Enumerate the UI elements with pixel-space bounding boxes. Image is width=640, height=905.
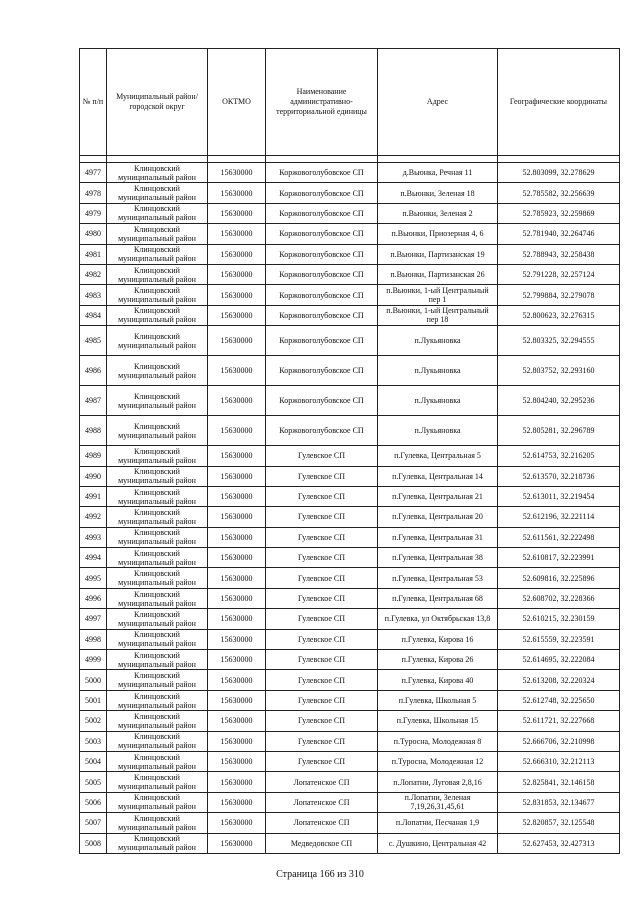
- row-coords: 52.614695, 32.222084: [498, 650, 620, 670]
- spacer-cell: [208, 156, 266, 163]
- row-district: Клинцовский муниципальный район: [107, 326, 208, 356]
- row-district: Клинцовский муниципальный район: [107, 224, 208, 244]
- row-address: п.Лопатни, Песчаная 1,9: [378, 813, 498, 833]
- row-unit: Гулевское СП: [266, 588, 378, 608]
- row-oktmo: 15630000: [208, 356, 266, 386]
- row-coords: 52.612196, 32.221114: [498, 507, 620, 527]
- row-num: 5008: [80, 833, 107, 853]
- row-unit: Лопатенское СП: [266, 772, 378, 792]
- row-address: п.Вьюнки, 1-ый Центральный пер 18: [378, 305, 498, 325]
- spacer-cell: [498, 156, 620, 163]
- row-address: п.Гулевка, Центральная 5: [378, 446, 498, 466]
- table-row: [80, 264, 620, 284]
- row-oktmo: 15630000: [208, 751, 266, 771]
- row-district: Клинцовский муниципальный район: [107, 183, 208, 203]
- row-unit: Гулевское СП: [266, 670, 378, 690]
- header-address: Адрес: [378, 49, 498, 156]
- row-unit: Медведовское СП: [266, 833, 378, 853]
- row-oktmo: 15630000: [208, 264, 266, 284]
- row-unit: Гулевское СП: [266, 629, 378, 649]
- row-unit: Коржовоголубовское СП: [266, 416, 378, 446]
- row-district: Клинцовский муниципальный район: [107, 527, 208, 547]
- row-num: 5007: [80, 813, 107, 833]
- registry-table: [79, 48, 620, 854]
- row-num: 4983: [80, 285, 107, 305]
- row-num: 5006: [80, 792, 107, 812]
- row-num: 5005: [80, 772, 107, 792]
- row-unit: Коржовоголубовское СП: [266, 356, 378, 386]
- row-num: 5004: [80, 751, 107, 771]
- row-oktmo: 15630000: [208, 650, 266, 670]
- row-num: 4996: [80, 588, 107, 608]
- table-row: [80, 792, 620, 812]
- row-district: Клинцовский муниципальный район: [107, 731, 208, 751]
- row-coords: 52.791228, 32.257124: [498, 264, 620, 284]
- row-num: 4998: [80, 629, 107, 649]
- table-row: [80, 813, 620, 833]
- row-oktmo: 15630000: [208, 326, 266, 356]
- row-oktmo: 15630000: [208, 203, 266, 223]
- row-oktmo: 15630000: [208, 731, 266, 751]
- row-unit: Гулевское СП: [266, 650, 378, 670]
- row-district: Клинцовский муниципальный район: [107, 446, 208, 466]
- row-oktmo: 15630000: [208, 792, 266, 812]
- row-coords: 52.610215, 32.230159: [498, 609, 620, 629]
- row-num: 4994: [80, 548, 107, 568]
- row-num: 4985: [80, 326, 107, 356]
- row-address: п.Туросна, Молодежная 8: [378, 731, 498, 751]
- row-oktmo: 15630000: [208, 486, 266, 506]
- row-coords: 52.803099, 32.278629: [498, 163, 620, 183]
- row-district: Клинцовский муниципальный район: [107, 833, 208, 853]
- row-address: п.Гулевка, Центральная 31: [378, 527, 498, 547]
- row-unit: Гулевское СП: [266, 711, 378, 731]
- row-address: п.Вьюнки, Зеленая 18: [378, 183, 498, 203]
- row-address: п.Вьюнки, Партизанская 19: [378, 244, 498, 264]
- row-unit: Коржовоголубовское СП: [266, 305, 378, 325]
- row-oktmo: 15630000: [208, 527, 266, 547]
- row-district: Клинцовский муниципальный район: [107, 568, 208, 588]
- row-district: Клинцовский муниципальный район: [107, 629, 208, 649]
- row-unit: Коржовоголубовское СП: [266, 203, 378, 223]
- table-row: [80, 507, 620, 527]
- row-coords: 52.627453, 32.427313: [498, 833, 620, 853]
- row-district: Клинцовский муниципальный район: [107, 609, 208, 629]
- table-row: [80, 163, 620, 183]
- row-coords: 52.611721, 32.227668: [498, 711, 620, 731]
- table-row: [80, 527, 620, 547]
- row-oktmo: 15630000: [208, 183, 266, 203]
- row-district: Клинцовский муниципальный район: [107, 711, 208, 731]
- table-row: [80, 609, 620, 629]
- row-address: п.Вьюнки, 1-ый Центральный пер 1: [378, 285, 498, 305]
- row-coords: 52.820857, 32.125548: [498, 813, 620, 833]
- row-unit: Коржовоголубовское СП: [266, 264, 378, 284]
- row-district: Клинцовский муниципальный район: [107, 813, 208, 833]
- table-row: [80, 466, 620, 486]
- row-unit: Гулевское СП: [266, 466, 378, 486]
- row-num: 4978: [80, 183, 107, 203]
- row-district: Клинцовский муниципальный район: [107, 588, 208, 608]
- row-address: п.Лопатни, Луговая 2,8,16: [378, 772, 498, 792]
- row-unit: Гулевское СП: [266, 527, 378, 547]
- row-coords: 52.781940, 32.264746: [498, 224, 620, 244]
- row-district: Клинцовский муниципальный район: [107, 772, 208, 792]
- row-coords: 52.608702, 32.228366: [498, 588, 620, 608]
- row-district: Клинцовский муниципальный район: [107, 548, 208, 568]
- table-row: [80, 588, 620, 608]
- row-unit: Гулевское СП: [266, 548, 378, 568]
- row-oktmo: 15630000: [208, 163, 266, 183]
- row-district: Клинцовский муниципальный район: [107, 670, 208, 690]
- table-row: [80, 833, 620, 853]
- row-unit: Коржовоголубовское СП: [266, 326, 378, 356]
- spacer-cell: [80, 156, 107, 163]
- row-district: Клинцовский муниципальный район: [107, 650, 208, 670]
- row-district: Клинцовский муниципальный район: [107, 386, 208, 416]
- header-unit: Наименование административно-территориальной единицы: [266, 49, 378, 156]
- row-oktmo: 15630000: [208, 629, 266, 649]
- row-unit: Лопатенское СП: [266, 813, 378, 833]
- row-num: 4984: [80, 305, 107, 325]
- table-row: [80, 356, 620, 386]
- row-coords: 52.831853, 32.134677: [498, 792, 620, 812]
- row-unit: Коржовоголубовское СП: [266, 386, 378, 416]
- page-footer: Страница 166 из 310: [276, 869, 364, 880]
- row-coords: 52.825841, 32.146158: [498, 772, 620, 792]
- table-row: [80, 203, 620, 223]
- row-district: Клинцовский муниципальный район: [107, 305, 208, 325]
- row-address: п.Гулевка, Центральная 20: [378, 507, 498, 527]
- row-address: п.Вьюнки, Приозерная 4, 6: [378, 224, 498, 244]
- row-coords: 52.613208, 32.220324: [498, 670, 620, 690]
- table-row: [80, 446, 620, 466]
- row-oktmo: 15630000: [208, 711, 266, 731]
- row-district: Клинцовский муниципальный район: [107, 285, 208, 305]
- row-oktmo: 15630000: [208, 416, 266, 446]
- row-coords: 52.788943, 32.258438: [498, 244, 620, 264]
- table-row: [80, 416, 620, 446]
- table-row: [80, 670, 620, 690]
- row-unit: Гулевское СП: [266, 446, 378, 466]
- row-address: п.Вьюнки, Зеленая 2: [378, 203, 498, 223]
- row-address: п.Лукьяновка: [378, 326, 498, 356]
- row-coords: 52.785923, 32.259869: [498, 203, 620, 223]
- row-address: п.Лопатни, Зеленая 7,19,26,31,45,61: [378, 792, 498, 812]
- row-unit: Гулевское СП: [266, 731, 378, 751]
- row-district: Клинцовский муниципальный район: [107, 486, 208, 506]
- table-row: [80, 731, 620, 751]
- row-address: п.Туросна, Молодежная 12: [378, 751, 498, 771]
- row-num: 4992: [80, 507, 107, 527]
- row-district: Клинцовский муниципальный район: [107, 356, 208, 386]
- row-oktmo: 15630000: [208, 670, 266, 690]
- row-address: п.Лукьяновка: [378, 356, 498, 386]
- row-oktmo: 15630000: [208, 609, 266, 629]
- row-coords: 52.613011, 32.219454: [498, 486, 620, 506]
- row-address: п.Гулевка, Кирова 16: [378, 629, 498, 649]
- header-district: Муниципальный район/городской округ: [107, 49, 208, 156]
- row-district: Клинцовский муниципальный район: [107, 792, 208, 812]
- table-row: [80, 486, 620, 506]
- row-num: 4991: [80, 486, 107, 506]
- row-oktmo: 15630000: [208, 224, 266, 244]
- row-oktmo: 15630000: [208, 285, 266, 305]
- table-row: [80, 285, 620, 305]
- spacer-cell: [107, 156, 208, 163]
- row-unit: Лопатенское СП: [266, 792, 378, 812]
- row-oktmo: 15630000: [208, 446, 266, 466]
- row-coords: 52.785582, 32.256639: [498, 183, 620, 203]
- row-num: 4980: [80, 224, 107, 244]
- row-oktmo: 15630000: [208, 588, 266, 608]
- row-num: 4995: [80, 568, 107, 588]
- row-oktmo: 15630000: [208, 772, 266, 792]
- row-address: п.Гулевка, Центральная 53: [378, 568, 498, 588]
- row-num: 5001: [80, 690, 107, 710]
- row-num: 4997: [80, 609, 107, 629]
- row-district: Клинцовский муниципальный район: [107, 264, 208, 284]
- row-num: 5000: [80, 670, 107, 690]
- row-coords: 52.611561, 32.222498: [498, 527, 620, 547]
- row-coords: 52.803325, 32.294555: [498, 326, 620, 356]
- table-row: [80, 548, 620, 568]
- row-district: Клинцовский муниципальный район: [107, 466, 208, 486]
- row-address: п.Гулевка, Школьная 15: [378, 711, 498, 731]
- spacer-cell: [266, 156, 378, 163]
- row-district: Клинцовский муниципальный район: [107, 751, 208, 771]
- row-coords: 52.615559, 32.223591: [498, 629, 620, 649]
- row-num: 4988: [80, 416, 107, 446]
- table-row: [80, 629, 620, 649]
- row-district: Клинцовский муниципальный район: [107, 163, 208, 183]
- table-row: [80, 568, 620, 588]
- table-row: [80, 772, 620, 792]
- row-unit: Коржовоголубовское СП: [266, 285, 378, 305]
- row-num: 4986: [80, 356, 107, 386]
- header-num: № п/п: [80, 49, 107, 156]
- row-unit: Гулевское СП: [266, 751, 378, 771]
- row-address: п.Вьюнки, Партизанская 26: [378, 264, 498, 284]
- row-num: 4990: [80, 466, 107, 486]
- row-num: 4979: [80, 203, 107, 223]
- table-row: [80, 711, 620, 731]
- row-unit: Коржовоголубовское СП: [266, 163, 378, 183]
- row-oktmo: 15630000: [208, 813, 266, 833]
- row-coords: 52.610817, 32.223991: [498, 548, 620, 568]
- table-row: [80, 305, 620, 325]
- header-spacer-row: [80, 156, 620, 163]
- row-oktmo: 15630000: [208, 466, 266, 486]
- table-row: [80, 244, 620, 264]
- row-address: п.Гулевка, Центральная 14: [378, 466, 498, 486]
- row-num: 4993: [80, 527, 107, 547]
- row-address: п.Гулевка, Центральная 68: [378, 588, 498, 608]
- row-coords: 52.666706, 32.210998: [498, 731, 620, 751]
- row-num: 4981: [80, 244, 107, 264]
- spacer-cell: [378, 156, 498, 163]
- row-district: Клинцовский муниципальный район: [107, 507, 208, 527]
- row-num: 4987: [80, 386, 107, 416]
- row-district: Клинцовский муниципальный район: [107, 690, 208, 710]
- table-row: [80, 224, 620, 244]
- row-coords: 52.613570, 32.218736: [498, 466, 620, 486]
- table-row: [80, 650, 620, 670]
- row-address: п.Гулевка, Кирова 40: [378, 670, 498, 690]
- row-unit: Гулевское СП: [266, 507, 378, 527]
- row-coords: 52.799884, 32.279078: [498, 285, 620, 305]
- row-coords: 52.805281, 32.296789: [498, 416, 620, 446]
- row-coords: 52.612748, 32.225650: [498, 690, 620, 710]
- row-address: п.Гулевка, ул Октябрьская 13,8: [378, 609, 498, 629]
- row-district: Клинцовский муниципальный район: [107, 416, 208, 446]
- row-address: п.Лукьяновка: [378, 386, 498, 416]
- row-unit: Коржовоголубовское СП: [266, 244, 378, 264]
- row-address: п.Гулевка, Центральная 38: [378, 548, 498, 568]
- row-unit: Гулевское СП: [266, 486, 378, 506]
- row-oktmo: 15630000: [208, 386, 266, 416]
- row-unit: Гулевское СП: [266, 609, 378, 629]
- table-row: [80, 690, 620, 710]
- header-oktmo: ОКТМО: [208, 49, 266, 156]
- row-address: п.Лукьяновка: [378, 416, 498, 446]
- row-num: 5002: [80, 711, 107, 731]
- table-row: [80, 751, 620, 771]
- row-unit: Коржовоголубовское СП: [266, 224, 378, 244]
- row-address: с. Душкино, Центральная 42: [378, 833, 498, 853]
- table-header-row: [80, 49, 620, 156]
- table-row: [80, 183, 620, 203]
- row-oktmo: 15630000: [208, 507, 266, 527]
- row-unit: Коржовоголубовское СП: [266, 183, 378, 203]
- row-district: Клинцовский муниципальный район: [107, 244, 208, 264]
- row-num: 4977: [80, 163, 107, 183]
- row-coords: 52.803752, 32.293160: [498, 356, 620, 386]
- row-oktmo: 15630000: [208, 690, 266, 710]
- table-row: [80, 386, 620, 416]
- row-district: Клинцовский муниципальный район: [107, 203, 208, 223]
- row-address: п.Гулевка, Школьная 5: [378, 690, 498, 710]
- header-coords: Географические координаты: [498, 49, 620, 156]
- row-address: д.Вьюнка, Речная 11: [378, 163, 498, 183]
- row-coords: 52.609816, 32.225896: [498, 568, 620, 588]
- row-num: 4999: [80, 650, 107, 670]
- row-num: 4982: [80, 264, 107, 284]
- row-oktmo: 15630000: [208, 548, 266, 568]
- row-coords: 52.614753, 32.216205: [498, 446, 620, 466]
- row-num: 4989: [80, 446, 107, 466]
- table-row: [80, 326, 620, 356]
- row-oktmo: 15630000: [208, 305, 266, 325]
- row-coords: 52.804240, 32.295236: [498, 386, 620, 416]
- row-address: п.Гулевка, Кирова 26: [378, 650, 498, 670]
- row-address: п.Гулевка, Центральная 21: [378, 486, 498, 506]
- row-coords: 52.800623, 32.276315: [498, 305, 620, 325]
- row-unit: Гулевское СП: [266, 690, 378, 710]
- row-oktmo: 15630000: [208, 568, 266, 588]
- row-oktmo: 15630000: [208, 833, 266, 853]
- row-oktmo: 15630000: [208, 244, 266, 264]
- row-unit: Гулевское СП: [266, 568, 378, 588]
- row-coords: 52.666310, 32.212113: [498, 751, 620, 771]
- row-num: 5003: [80, 731, 107, 751]
